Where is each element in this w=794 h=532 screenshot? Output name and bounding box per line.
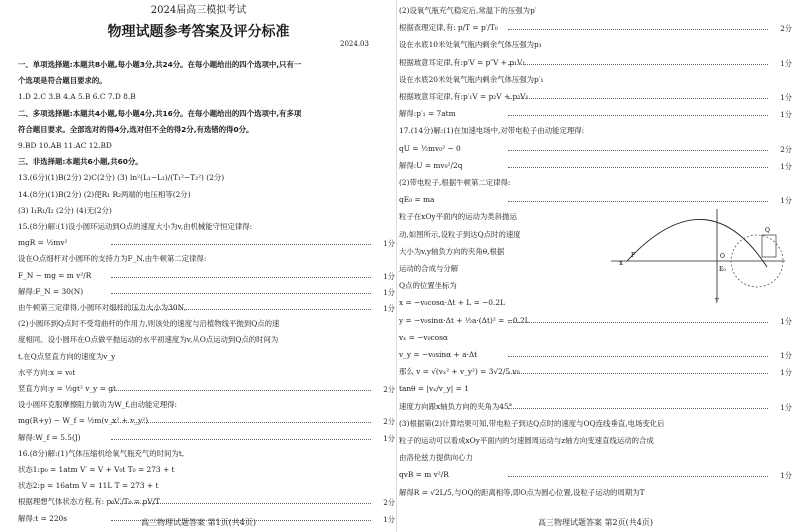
- answer-line: 解得R = √2L/5,与OQ的距离相等,即O点为圆心位置,设粒子运动的周期为T: [399, 487, 645, 497]
- score-mark: 1分: [780, 196, 792, 206]
- answer-line: 解得:U = mv₀²/2q: [399, 160, 463, 170]
- answer-line: 由洛伦兹力提供向心力: [399, 453, 473, 463]
- svg-text:E₀: E₀: [719, 266, 726, 273]
- score-mark: 1分: [780, 161, 792, 171]
- score-mark: 2分: [780, 144, 792, 154]
- answer-line: 解得:W_f = 5.5(J): [18, 432, 81, 442]
- answer-line: 三、非选择题:本题共6小题,共60分。: [18, 157, 143, 167]
- score-mark: 2分: [383, 498, 395, 508]
- answer-line: v_y = −v₀sinα + a·Δt: [399, 350, 478, 359]
- answer-line: tanθ = |vₓ/v_y| = 1: [399, 384, 469, 394]
- answer-line: 大小为v,y轴负方向的夹角θ,根据: [399, 246, 505, 256]
- document-title: 物理试题参考答案及评分标准: [107, 24, 290, 40]
- answer-line: 设在O点细杆对小圆环的支持力为F_N,由牛顿第二定律得:: [18, 254, 207, 264]
- score-mark: 1分: [383, 271, 395, 281]
- answer-line: 设小圆环克服摩擦阻力做功为W_f,由动能定理得:: [18, 400, 178, 410]
- exam-title: 2024届高三模拟考试: [150, 5, 247, 16]
- score-mark: 1分: [780, 368, 792, 378]
- answer-line: Q点的位置坐标为: [399, 281, 457, 291]
- answer-line: (2)设氧气瓶充气稳定后,常温下的压强为p′: [399, 6, 537, 15]
- answer-line: 9.BD 10.AB 11.AC 12.BD: [18, 141, 112, 150]
- answer-line: qvB = m v²/R: [399, 470, 449, 480]
- score-mark: 2分: [383, 385, 395, 394]
- score-mark: 2分: [383, 417, 395, 427]
- answer-line: t,在Q点竖直方向的速度为v_y: [18, 351, 116, 361]
- score-mark: 1分: [780, 58, 792, 68]
- answer-line: 一、单项选择题:本题共8小题,每小题3分,共24分。在每小题给出的四个选项中,只有一: [18, 60, 302, 69]
- answer-line: y = −v₀sinα·Δt + ½a·(Δt)² = −0.2L: [399, 315, 530, 325]
- answer-line: qU = ½mv₀² − 0: [399, 143, 461, 153]
- answer-line: (3)根据第(2)计算结果可知,带电粒子到达Q点时的速度与OQ连线垂直,电场变化后: [399, 418, 665, 428]
- score-mark: 1分: [780, 351, 792, 360]
- answer-line: mgR = ½mv²: [18, 238, 68, 248]
- svg-text:O: O: [720, 253, 725, 260]
- answer-line: 动,如图所示,设粒子到达Q点时的速度: [399, 229, 521, 239]
- document-date: 2024.03: [340, 40, 369, 48]
- answer-line: 速度方向跟x轴负方向的夹角为45°: [399, 401, 513, 411]
- answer-line: 符合题目要求。全部选对的得4分,选对但不全的得2分,有选错的得0分。: [18, 124, 254, 134]
- svg-text:Q: Q: [765, 227, 770, 234]
- page-footer: 高三物理试题答案 第2页(共4页): [538, 518, 653, 527]
- answer-line: (3) I₁R₁/I₂ (2分) (4)无(2分): [18, 205, 112, 215]
- score-mark: 1分: [780, 402, 792, 412]
- answer-line: 解得:t = 220s: [18, 513, 68, 523]
- score-mark: 1分: [383, 433, 395, 443]
- answer-line: 由牛顿第三定律得,小圆环对细杆的压力大小为30N。: [18, 303, 192, 312]
- answer-line: 那么 v = √(vₓ² + v_y²) = 3√2/5 v₀: [399, 367, 520, 377]
- trajectory-diagram: [607, 205, 789, 303]
- answer-line: 个选项是符合题目要求的。: [18, 76, 107, 86]
- answer-line: 根据玻意耳定律,有:p′₁V = p₂V + p₂V₁: [399, 92, 529, 101]
- answer-line: 解得:p′₁ = 7atm: [399, 109, 456, 119]
- answer-line: F_N − mg = m v²/R: [18, 270, 92, 280]
- answer-line: 度相同。设小圆环在O点做平抛运动的水平初速度为v,从O点运动到Q点的时间为: [18, 335, 279, 345]
- score-mark: 1分: [780, 93, 792, 102]
- answer-line: qE₀ = ma: [399, 195, 435, 205]
- answer-line: 状态1:p₀ = 1atm V′ = V + V₀t T₀ = 273 + t: [18, 465, 175, 474]
- score-mark: 1分: [383, 239, 395, 249]
- answer-line: 14.(8分)(1)B(2分) (2)使R₁ R₂两端的电压相等(2分): [18, 189, 191, 199]
- answer-line: 1.D 2.C 3.B 4.A 5.B 6.C 7.D 8.B: [18, 92, 136, 102]
- answer-line: 16.(8分)解:(1)气体压缩机给氧气瓶充气的时间为t,: [18, 448, 185, 458]
- answer-line: x = −v₀cosα·Δt + L = −0.2L: [399, 298, 505, 308]
- answer-line: 运动的合成与分解: [399, 264, 459, 273]
- score-mark: 1分: [383, 287, 395, 297]
- score-mark: 2分: [780, 24, 792, 34]
- answer-line: vₓ = −v₀cosα: [399, 332, 448, 342]
- answer-line: 粒子在xOy平面内的运动为类斜抛运: [399, 212, 517, 222]
- score-mark: 1分: [383, 304, 395, 313]
- answer-line: 设在水底10米处氧气瓶内剩余气体压强为p₁: [399, 40, 542, 50]
- svg-text:y: y: [715, 296, 719, 303]
- answer-line: 13.(6分)(1)B(2分) 2)C(2分) (3) ln²(L₁−L₁)/(T₁²−T₂²) (2分): [18, 173, 225, 183]
- svg-text:x: x: [619, 259, 623, 267]
- answer-line: 解得:F_N = 30(N): [18, 286, 84, 296]
- score-mark: 1分: [780, 110, 792, 120]
- answer-line: 竖直方向:y = ½gt² v_y = gt: [18, 384, 116, 393]
- answer-line: 粒子的运动可以看成xOy平面内的匀速圆周运动与z轴方向变速直线运动的合成: [399, 436, 654, 445]
- score-mark: 1分: [383, 514, 395, 524]
- answer-line: (2)小圆环到Q点时不受弯曲杆的作用力,则该处的速度与沿植物线平抛到Q点的速: [18, 319, 280, 329]
- svg-text:P: P: [631, 252, 636, 259]
- answer-line: 17.(14分)解:(1)在加速电场中,对带电粒子由动能定理得:: [399, 126, 585, 136]
- page-footer: 高三物理试题答案 第1页(共4页): [141, 518, 256, 527]
- answer-line: 根据理想气体状态方程,有: p₀V′/T₀ = pV/T: [18, 497, 160, 507]
- answer-line: 根据查理定律,有: p/T = p′/T₀: [399, 23, 498, 33]
- answer-line: 15.(8分)解:(1)设小圆环运动到O点的速度大小为v,由机械能守恒定律得:: [18, 222, 253, 231]
- score-mark: 1分: [780, 316, 792, 326]
- answer-page-right: [397, 0, 794, 532]
- score-mark: 1分: [780, 471, 792, 481]
- answer-line: 设在水底20米处氧气瓶内剩余气体压强为p′₁: [399, 74, 544, 84]
- answer-line: mg(R+y) − W_f = ½m(v_x² + v_y²): [18, 416, 149, 426]
- answer-line: 水平方向:x = v₀t: [18, 367, 76, 377]
- answer-line: 状态2:p = 16atm V = 11L T = 273 + t: [18, 481, 159, 491]
- answer-line: (2)带电粒子,根据牛顿第二定律得:: [399, 178, 511, 187]
- answer-line: 二、多项选择题:本题共4小题,每小题4分,共16分。在每小题给出的四个选项中,有多项: [18, 108, 302, 118]
- answer-line: 根据玻意耳定律,有:p′V = p″V + p₁V₁: [399, 57, 526, 67]
